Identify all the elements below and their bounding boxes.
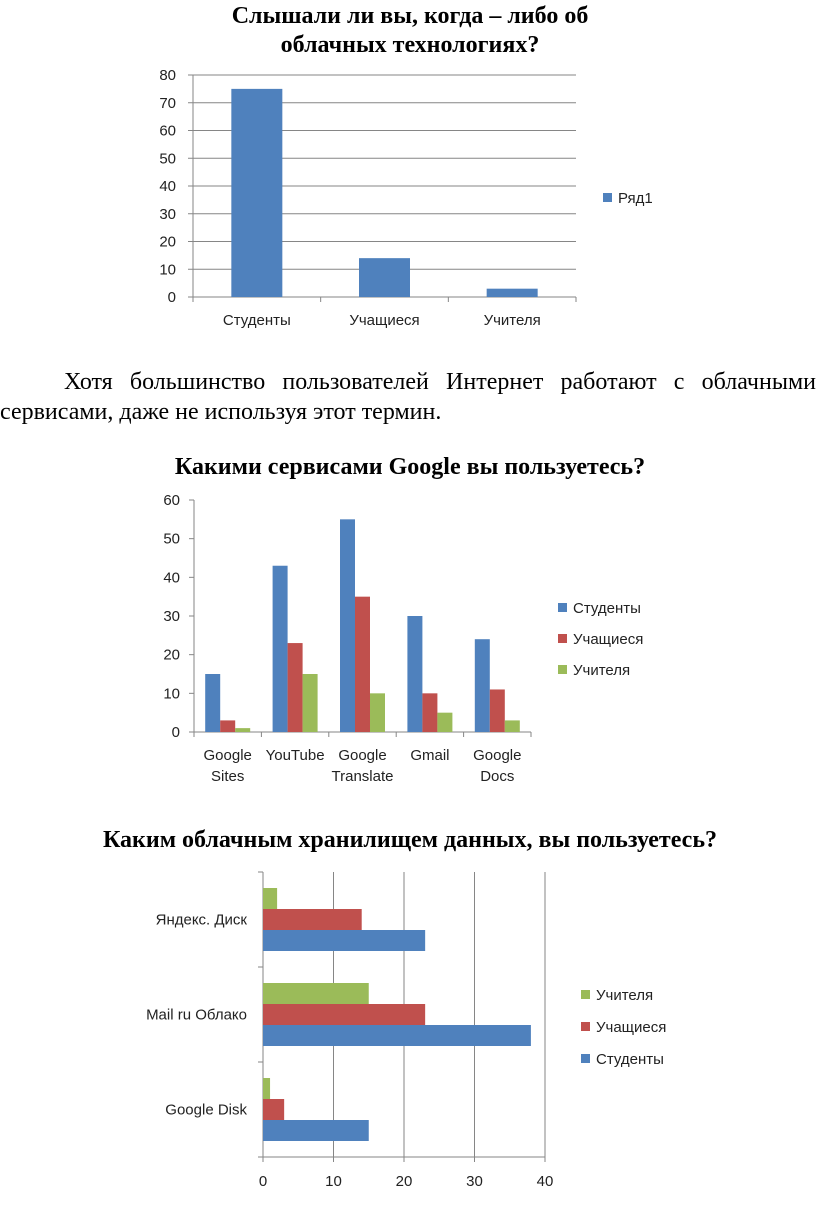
chart3-title: Каким облачным хранилищем данных, вы пользуетесь? bbox=[102, 827, 718, 853]
chart2-bar bbox=[288, 643, 303, 732]
chart1-legend-swatch bbox=[603, 193, 612, 202]
chart2-bar bbox=[490, 689, 505, 732]
chart3-bar bbox=[263, 1078, 270, 1099]
chart1-bar bbox=[231, 89, 282, 297]
chart3-category-label: Mail ru Облако bbox=[146, 1006, 247, 1024]
chart2-category-label: Gmail bbox=[410, 747, 450, 764]
chart3-legend-label: Студенты bbox=[596, 1051, 664, 1068]
chart3-legend-swatch bbox=[581, 1022, 590, 1031]
chart2-bar bbox=[355, 597, 370, 732]
chart2-category-label: Docs bbox=[480, 768, 515, 785]
chart3-legend-label: Учащиеся bbox=[596, 1019, 667, 1036]
chart3-bar bbox=[263, 983, 369, 1004]
chart3-category-label: Google Disk bbox=[165, 1101, 247, 1119]
chart2-legend-label: Учащиеся bbox=[573, 631, 644, 648]
chart3-xtick-label: 10 bbox=[325, 1173, 342, 1190]
chart2-legend-swatch bbox=[558, 603, 567, 612]
chart2-category-label: Sites bbox=[211, 768, 245, 785]
chart3-xtick-label: 30 bbox=[466, 1173, 483, 1190]
chart3-legend-swatch bbox=[581, 1054, 590, 1063]
chart2-bar bbox=[220, 720, 235, 732]
chart2-ytick-label: 50 bbox=[163, 530, 180, 548]
chart1-ytick-label: 70 bbox=[159, 94, 176, 112]
chart1-legend-label: Ряд1 bbox=[618, 190, 653, 207]
chart2-title: Какими сервисами Google вы пользуетесь? bbox=[174, 454, 646, 480]
chart3-xtick-label: 0 bbox=[258, 1173, 268, 1190]
chart2-ytick-label: 0 bbox=[171, 724, 180, 741]
chart2-bar bbox=[437, 713, 452, 732]
chart3-legend-swatch bbox=[581, 990, 590, 999]
chart2-bar bbox=[407, 616, 422, 732]
chart1-title: Слышали ли вы, когда – либо об облачных технологиях? bbox=[231, 3, 589, 58]
chart1-ytick-label: 50 bbox=[159, 150, 176, 168]
chart2-bar bbox=[422, 693, 437, 732]
chart2-bar bbox=[235, 728, 250, 732]
chart3-bar bbox=[263, 1025, 531, 1046]
chart1-category-label: Студенты bbox=[222, 312, 291, 329]
chart2-category-label: Google bbox=[473, 747, 522, 764]
chart1-bar bbox=[487, 289, 538, 297]
chart2-legend-label: Учителя bbox=[573, 662, 631, 679]
chart1-category-label: Учителя bbox=[483, 312, 541, 329]
chart1-ytick-label: 0 bbox=[167, 289, 176, 306]
body-paragraph: Хотя большинство пользователей Интернет работают с облачными сервисами, даже не используя этот термин. bbox=[0, 369, 816, 425]
chart2-bar bbox=[340, 519, 355, 732]
chart2-bar bbox=[475, 639, 490, 732]
chart1-ytick-label: 20 bbox=[159, 233, 176, 251]
chart2-bar bbox=[273, 566, 288, 732]
chart2-legend-swatch bbox=[558, 634, 567, 643]
chart1-ytick-label: 60 bbox=[159, 122, 176, 140]
chart2-ytick-label: 10 bbox=[163, 685, 180, 703]
chart1-category-label: Учащиеся bbox=[349, 312, 420, 329]
chart2-bar bbox=[303, 674, 318, 732]
chart2-category-label: Translate bbox=[331, 768, 394, 785]
chart3-bar bbox=[263, 888, 277, 909]
chart1-ytick-label: 40 bbox=[159, 178, 176, 195]
chart3-bar bbox=[263, 909, 362, 930]
chart2-ytick-label: 20 bbox=[163, 646, 180, 664]
chart3-bar bbox=[263, 1004, 425, 1025]
chart1-ytick-label: 30 bbox=[159, 205, 176, 223]
chart2-ytick-label: 30 bbox=[163, 608, 180, 625]
chart3-category-label: Яндекс. Диск bbox=[155, 911, 247, 929]
chart2-bar bbox=[205, 674, 220, 732]
chart2-bar bbox=[370, 693, 385, 732]
chart2-ytick-label: 60 bbox=[163, 492, 180, 509]
chart3-xtick-label: 40 bbox=[536, 1173, 554, 1190]
chart3-bar bbox=[263, 1099, 284, 1120]
chart2-category-label: Google bbox=[338, 747, 387, 764]
chart2-legend-label: Студенты bbox=[573, 600, 641, 617]
chart3-bar bbox=[263, 1120, 369, 1141]
chart3-xtick-label: 20 bbox=[395, 1173, 413, 1190]
chart1-ytick-label: 80 bbox=[159, 67, 176, 84]
chart2-category-label: Google bbox=[203, 747, 252, 764]
chart2-ytick-label: 40 bbox=[163, 569, 180, 587]
chart2-bar bbox=[505, 720, 520, 732]
chart3-legend-label: Учителя bbox=[596, 987, 654, 1004]
chart1-bar bbox=[359, 258, 410, 297]
chart2-category-label: YouTube bbox=[265, 747, 325, 764]
chart2-legend-swatch bbox=[558, 665, 567, 674]
chart3-bar bbox=[263, 930, 425, 951]
chart1-ytick-label: 10 bbox=[159, 261, 176, 279]
